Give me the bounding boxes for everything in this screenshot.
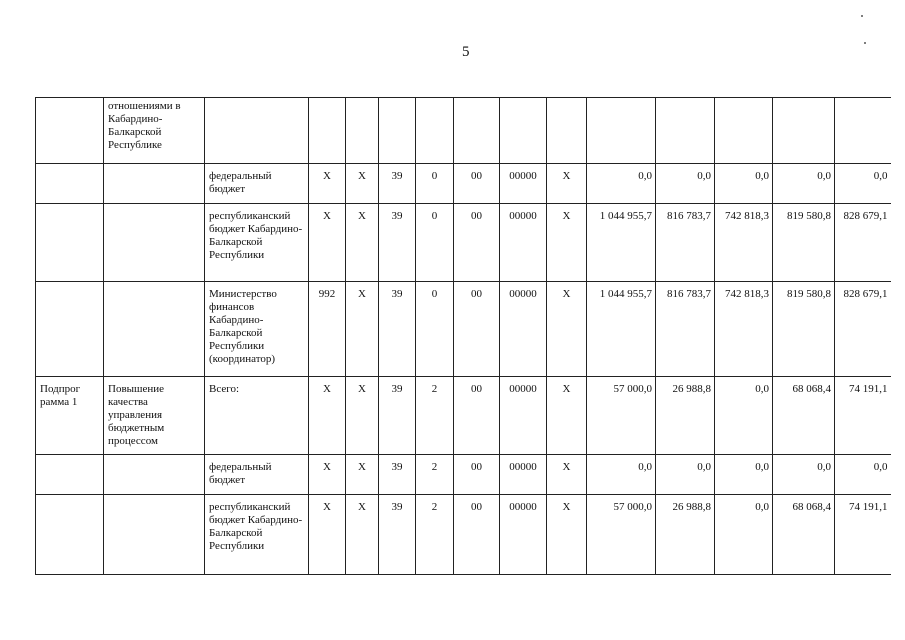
direction-code-cell: 00000 <box>500 204 547 282</box>
name-cell <box>104 164 205 204</box>
subprogram-code-cell: 0 <box>416 282 454 377</box>
grbs-cell: X <box>309 204 346 282</box>
table-row <box>36 164 891 204</box>
name-cell <box>104 495 205 575</box>
status-cell <box>36 495 104 575</box>
direction-code-cell: 00000 <box>500 282 547 377</box>
direction-code-cell: 00000 <box>500 455 547 495</box>
direction-code-cell <box>500 98 547 164</box>
status-cell: Подпрог рамма 1 <box>36 377 104 455</box>
grbs-cell: X <box>309 164 346 204</box>
vr-cell: X <box>547 282 587 377</box>
value-cell: 57 000,0 <box>587 495 656 575</box>
grbs-cell: X <box>309 455 346 495</box>
value-cell: 74 191,1 <box>835 495 891 575</box>
rz-cell: X <box>346 377 379 455</box>
value-cell: 0,0 <box>773 455 835 495</box>
value-cell: 57 000,0 <box>587 377 656 455</box>
grbs-cell <box>309 98 346 164</box>
activity-code-cell: 00 <box>454 455 500 495</box>
subprogram-code-cell <box>416 98 454 164</box>
subprogram-code-cell: 0 <box>416 164 454 204</box>
subprogram-code-cell: 2 <box>416 377 454 455</box>
activity-code-cell: 00 <box>454 164 500 204</box>
value-cell: 0,0 <box>835 164 891 204</box>
value-cell: 742 818,3 <box>715 282 773 377</box>
value-cell: 0,0 <box>773 164 835 204</box>
rz-cell: X <box>346 164 379 204</box>
value-cell: 68 068,4 <box>773 377 835 455</box>
value-cell: 1 044 955,7 <box>587 282 656 377</box>
table-row <box>36 98 891 164</box>
page-number: 5 <box>462 44 470 60</box>
rz-cell: X <box>346 495 379 575</box>
subprogram-code-cell: 2 <box>416 455 454 495</box>
activity-code-cell: 00 <box>454 204 500 282</box>
status-cell <box>36 282 104 377</box>
value-cell: 0,0 <box>835 455 891 495</box>
grbs-cell: 992 <box>309 282 346 377</box>
budget-table <box>35 97 891 575</box>
value-cell <box>656 98 715 164</box>
value-cell: 819 580,8 <box>773 282 835 377</box>
vr-cell: X <box>547 377 587 455</box>
value-cell: 0,0 <box>656 455 715 495</box>
value-cell: 0,0 <box>715 377 773 455</box>
table-row <box>36 282 891 377</box>
program-code-cell <box>379 98 416 164</box>
program-code-cell: 39 <box>379 282 416 377</box>
value-cell: 828 679,1 <box>835 204 891 282</box>
source-cell: Всего: <box>205 377 309 455</box>
source-cell: Министерство финансов Кабардино-Балкарской Республики (координатор) <box>205 282 309 377</box>
table-row <box>36 204 891 282</box>
program-code-cell: 39 <box>379 455 416 495</box>
name-cell <box>104 282 205 377</box>
name-cell <box>104 455 205 495</box>
source-cell <box>205 98 309 164</box>
status-cell <box>36 204 104 282</box>
value-cell: 742 818,3 <box>715 204 773 282</box>
table-row <box>36 377 891 455</box>
value-cell <box>835 98 891 164</box>
value-cell <box>715 98 773 164</box>
program-code-cell: 39 <box>379 495 416 575</box>
value-cell: 0,0 <box>656 164 715 204</box>
status-cell <box>36 164 104 204</box>
rz-cell: X <box>346 204 379 282</box>
direction-code-cell: 00000 <box>500 164 547 204</box>
value-cell: 26 988,8 <box>656 377 715 455</box>
source-cell: федеральный бюджет <box>205 164 309 204</box>
vr-cell: X <box>547 164 587 204</box>
rz-cell <box>346 98 379 164</box>
activity-code-cell: 00 <box>454 377 500 455</box>
value-cell: 816 783,7 <box>656 204 715 282</box>
program-code-cell: 39 <box>379 164 416 204</box>
vr-cell: X <box>547 204 587 282</box>
scan-speck <box>864 42 866 44</box>
value-cell: 0,0 <box>715 164 773 204</box>
source-cell: республиканский бюджет Кабардино-Балкарской Республики <box>205 204 309 282</box>
program-code-cell: 39 <box>379 204 416 282</box>
name-cell: Повышение качества управления бюджетным процессом <box>104 377 205 455</box>
activity-code-cell: 00 <box>454 495 500 575</box>
value-cell: 0,0 <box>715 495 773 575</box>
vr-cell <box>547 98 587 164</box>
value-cell: 828 679,1 <box>835 282 891 377</box>
direction-code-cell: 00000 <box>500 495 547 575</box>
value-cell: 0,0 <box>587 455 656 495</box>
grbs-cell: X <box>309 495 346 575</box>
value-cell: 1 044 955,7 <box>587 204 656 282</box>
vr-cell: X <box>547 495 587 575</box>
source-cell: республиканский бюджет Кабардино-Балкарской Республики <box>205 495 309 575</box>
source-cell: федеральный бюджет <box>205 455 309 495</box>
grbs-cell: X <box>309 377 346 455</box>
value-cell: 816 783,7 <box>656 282 715 377</box>
activity-code-cell: 00 <box>454 282 500 377</box>
scan-speck <box>861 15 863 17</box>
direction-code-cell: 00000 <box>500 377 547 455</box>
status-cell <box>36 455 104 495</box>
vr-cell: X <box>547 455 587 495</box>
value-cell <box>773 98 835 164</box>
rz-cell: X <box>346 282 379 377</box>
value-cell: 819 580,8 <box>773 204 835 282</box>
activity-code-cell <box>454 98 500 164</box>
program-code-cell: 39 <box>379 377 416 455</box>
value-cell: 26 988,8 <box>656 495 715 575</box>
name-cell: отношениями в Кабардино-Балкарской Республике <box>104 98 205 164</box>
name-cell <box>104 204 205 282</box>
table-row <box>36 455 891 495</box>
status-cell <box>36 98 104 164</box>
value-cell: 0,0 <box>715 455 773 495</box>
subprogram-code-cell: 2 <box>416 495 454 575</box>
value-cell: 0,0 <box>587 164 656 204</box>
subprogram-code-cell: 0 <box>416 204 454 282</box>
table-row <box>36 495 891 575</box>
value-cell: 74 191,1 <box>835 377 891 455</box>
value-cell: 68 068,4 <box>773 495 835 575</box>
rz-cell: X <box>346 455 379 495</box>
value-cell <box>587 98 656 164</box>
